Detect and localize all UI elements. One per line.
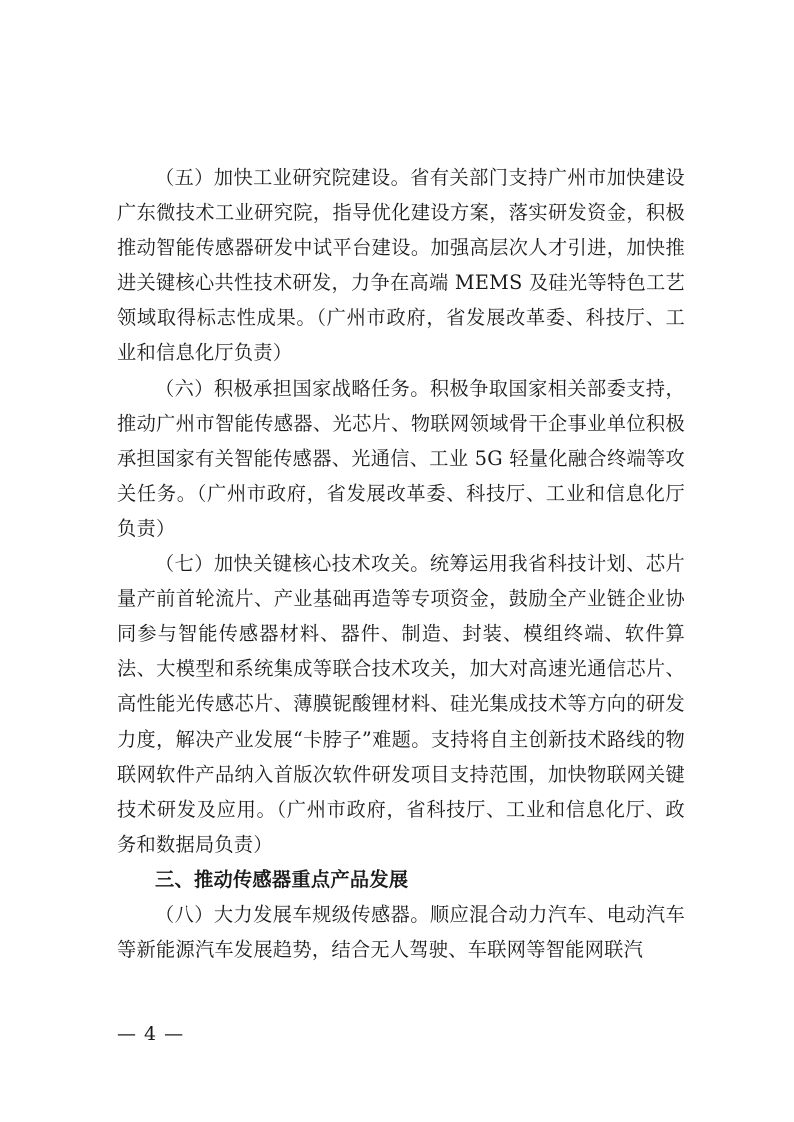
page-number: — 4 — [117,1023,185,1045]
paragraph-8 [117,897,685,967]
paragraph-8-lead: （八）大力发展车规级传感器。 [155,902,430,926]
section-heading: 三、推动传感器重点产品发展 [155,867,409,891]
paragraph-7-lead: （七）加快关键核心技术攻关。 [155,552,430,576]
paragraph-5-body: 省有关部门支持广州市加快建设广东微技术工业研究院，指导优化建设方案，落实研发资金，积极推动智能传感器研发中试平台建设。加强高层次人才引进，加快推进关键核心共性技术研发，力争在高端 MEMS 及硅光等特色工艺领域取得标志性成果。（广州市政府，省发展改革委、科技厅、工业和信息化厅负责） [117,166,686,365]
paragraph-7-body: 统筹运用我省科技计划、芯片量产前首轮流片、产业基础再造等专项资金，鼓励全产业链企业协同参与智能传感器材料、器件、制造、封装、模组终端、软件算法、大模型和系统集成等联合技术攻关，加大对高速光通信芯片、高性能光传感芯片、薄膜铌酸锂材料、硅光集成技术等方向的研发力度，解决产业发展“卡脖子”难题。支持将自主创新技术路线的物联网软件产品纳入首版次软件研发项目支持范围，加快物联网关键技术研发及应用。（广州市政府，省科技厅、工业和信息化厅、政务和数据局负责） [117,552,685,856]
paragraph-8-body: 顺应混合动力汽车、电动汽车等新能源汽车发展趋势，结合无人驾驶、车联网等智能网联汽 [117,902,685,962]
page-content [117,160,685,967]
paragraph-6-body: 积极争取国家相关部委支持，推动广州市智能传感器、光芯片、物联网领域骨干企事业单位积极承担国家有关智能传感器、光通信、工业 5G 轻量化融合终端等攻关任务。（广州市政府，省发展改革委、科技厅、工业和信息化厅负责） [117,376,685,540]
paragraph-6-lead: （六）积极承担国家战略任务。 [155,376,430,400]
paragraph-7 [117,546,685,862]
paragraph-6 [117,371,685,546]
paragraph-5-lead: （五）加快工业研究院建设。 [155,166,411,189]
paragraph-5 [117,160,685,371]
